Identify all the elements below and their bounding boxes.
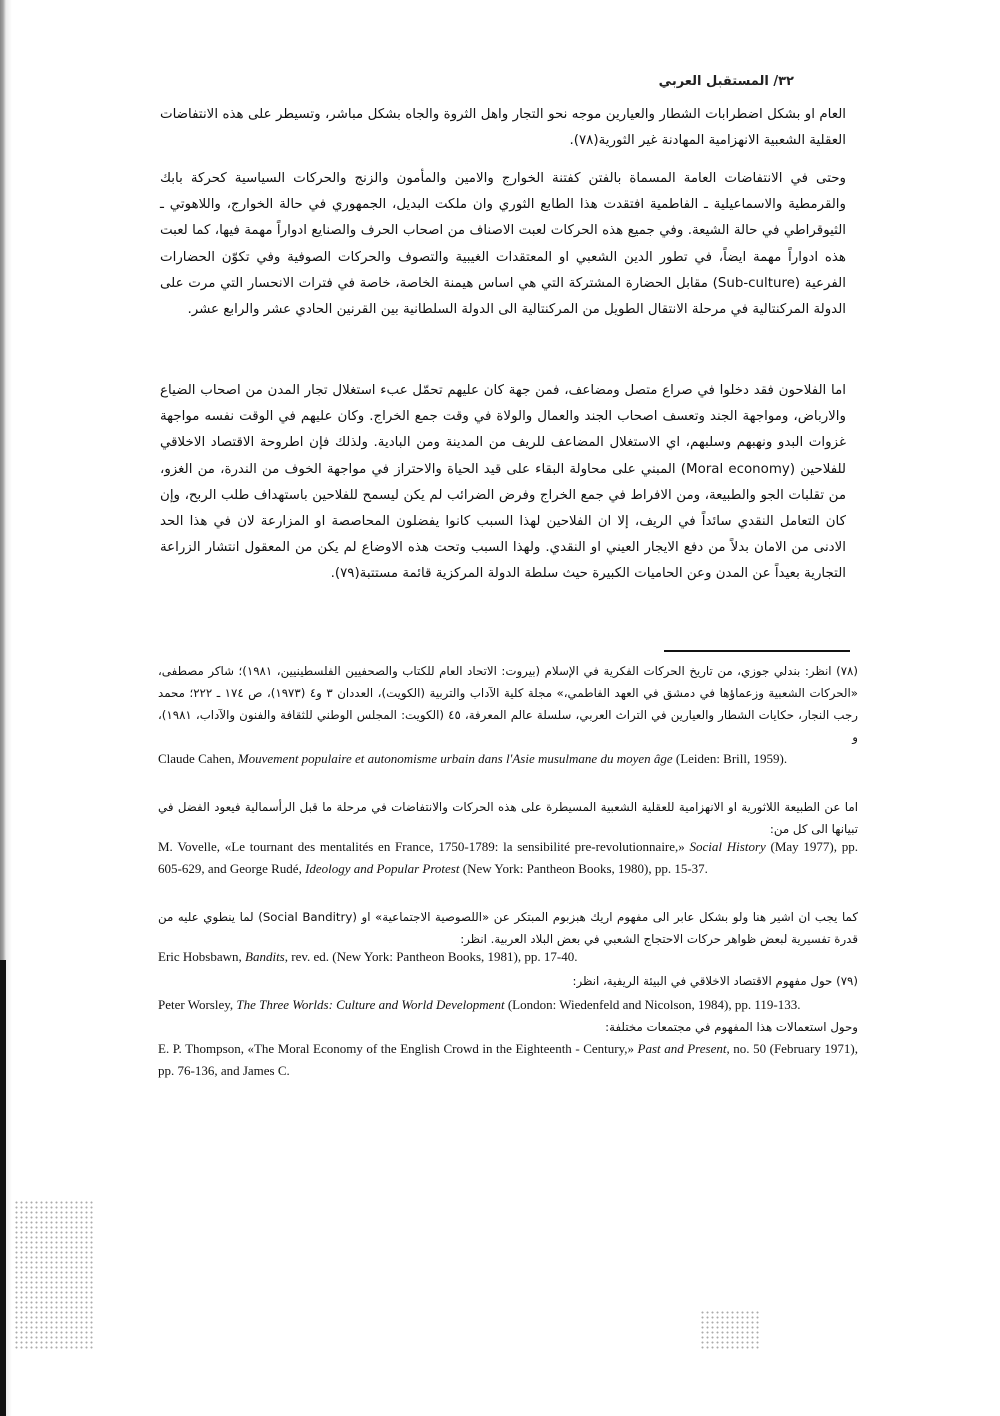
footnote-79-latin [158,994,858,1016]
footnote-publication: , no. 50 (February 1971), pp. 76-136, and James C. [158,1041,858,1078]
footnote-citation: (May 1977), pp. 605-629, and George Rudé, [158,839,858,876]
footnote-title: Mouvement populaire et autonomisme urbain dans l'Asie musulmane du moyen âge [237,751,673,766]
footnote-citation: M. Vovelle, «Le tournant des mentalités en France, 1750-1789: la sensibilité pre-revolutionnaire,» [158,839,690,854]
scan-binding-shadow [0,960,6,1416]
footnote-79 [158,970,858,992]
footnote-publication: (Leiden: Brill, 1959). [672,751,788,766]
footnote-title: Bandits [245,949,285,964]
footnote-78c [158,906,858,950]
running-header: ٣٢/ المستقبل العربي [658,74,794,89]
footnote-78-latin [158,748,858,770]
footnote-78c-arabic: كما يجب ان اشير هنا ولو بشكل عابر الى مفهوم اريك هبزبوم المبتكر عن «اللصوصية الاجتماعية» او (Social Banditry) لما ينطوي عليه من قدرة تفسيرية لبعض ظواهر حركات الاحتجاج الشعبي في بعض البلاد العربية. انظر: [158,910,858,946]
footnote-79-arabic: (٧٩) حول مفهوم الاقتصاد الاخلاقي في البيئة الريفية، انظر: [572,974,858,988]
footnote-publication: , rev. ed. (New York: Pantheon Books, 1981), pp. 17-40. [284,949,578,964]
paragraph-1-text: العام او بشكل اضطرابات الشطار والعيارين موجه نحو التجار واهل الثروة والجاه بشكل مباشر، وتسيطر على هذه الانتفاضات العقلية الشعبية الانهزامية المهادنة غير الثورية(٧٨). [160,107,846,149]
footnote-author: Peter Worsley, [158,997,237,1012]
footnote-title: The Three Worlds: Culture and World Development [236,997,505,1012]
footnote-79b-latin [158,1038,858,1082]
footnote-separator [664,650,850,652]
footnote-publication: (New York: Pantheon Books, 1980), pp. 15-37. [459,861,708,876]
footnote-79b-arabic: وحول استعمالات هذا المفهوم في مجتمعات مختلفة: [605,1020,858,1034]
footnote-title: Ideology and Popular Protest [305,861,460,876]
footnote-78b-arabic: اما عن الطبيعة اللاثورية او الانهزامية للعقلية الشعبية المسيطرة على هذه الحركات والانتفاضات في مرحلة ما قبل الرأسمالية فيعود الفضل في تبيانها الى كل من: [158,800,858,836]
footnote-78-arabic: (٧٨) انظر: بندلي جوزي، من تاريخ الحركات الفكرية في الإسلام (بيروت: الاتحاد العام للكتاب والصحفيين الفلسطينيين، ١٩٨١)؛ شاكر مصطفى، «الحركات الشعبية وزعماؤها في دمشق في العهد الفاطمي،» مجلة كلية الآداب والتربية (الكويت)، العددان ٣ و٤ (١٩٧٣)، ص ١٧٤ ـ ٢٢٢؛ محمد رجب النجار، حكايات الشطار والعيارين في التراث العربي، سلسلة عالم المعرفة، ٤٥ (الكويت: المجلس الوطني للثقافة والفنون والآداب، ١٩٨١)، و [158,664,858,744]
paragraph-2 [160,166,846,323]
footnote-publication: (London: Wiedenfeld and Nicolson, 1984), pp. 119-133. [504,997,801,1012]
footnote-78b-latin [158,836,858,880]
paragraph-2-text: وحتى في الانتفاضات العامة المسماة بالفتن كفتنة الخوارج والامين والمأمون والزنج والحركات السياسية كحركة بابك والقرمطية والاسماعيلية ـ الفاطمية افتقدت هذا الطابع الثوري وان ملكت البديل، الجمهوري في حالة الخوارج، واللاهوتي ـ الثيوقراطي في حالة الشيعة. وفي جميع هذه الحركات لعبت الاصناف من اصحاب الحرف والصنايع ادواراً مهمة فيها، كما لعبت هذه ادواراً مهمة ايضاً، في تطور الدين الشعبي او المعتقدات الغيبية والتصوف والحركات الصوفية وفي تكوّن الحضارات الفرعية (Sub-culture) مقابل الحضارة المشتركة التي هي اساس هيمنة الخاصة، خاصة في فترات الانحسار التي مرت على الدولة المركنتالية في مرحلة الانتقال الطويل من المركنتالية الى الدولة السلطانية بين القرنين الحادي عشر والرابع عشر. [160,171,846,318]
paragraph-3 [160,378,846,588]
footnote-78c-latin [158,946,858,968]
scan-noise [14,1200,94,1350]
paragraph-3-text: اما الفلاحون فقد دخلوا في صراع متصل ومضاعف، فمن جهة كان عليهم تحمّل عبء استغلال تجار المدن من اصحاب الضياع والارباض، ومواجهة الجند وتعسف اصحاب الجند والعمال والولاة في وقت جمع الخراج. وكان عليهم في الوقت نفسه مواجهة غزوات البدو ونهبهم وسلبهم، اي الاستغلال المضاعف للريف من المدينة ومن البادية. ولذلك فإن اطروحة الاقتصاد الاخلاقي للفلاحين (Moral economy) المبني على محاولة البقاء على قيد الحياة والاحتراز في مواجهة الخوف من الندرة، من الغزو، من تقلبات الجو والطبيعة، ومن الافراط في جمع الخراج وفرض الضرائب لم يكن ليسمح للفلاحين باستهداف طلب الربح، وإن كان التعامل النقدي سائداً في الريف، إلا ان الفلاحين لهذا السبب كانوا يفضلون المحاصصة او المزارعة لان في هذا الحد الادنى من الامان بدلاً من دفع الايجار العيني او النقدي. ولهذا السبب وتحت هذه الاوضاع لم يكن من المعقول انتشار الزراعة التجارية بعيداً عن المدن وعن الحاميات الكبيرة حيث سلطة الدولة المركزية قائمة مستتبة(٧٩). [160,383,846,582]
footnote-78b [158,796,858,840]
footnote-author: Claude Cahen, [158,751,238,766]
scan-noise [700,1310,760,1350]
footnote-journal: Past and Present [637,1041,727,1056]
footnote-author: Eric Hobsbawn, [158,949,246,964]
paragraph-1 [160,102,846,154]
footnote-citation: E. P. Thompson, «The Moral Economy of the English Crowd in the Eighteenth - Century,» [158,1041,638,1056]
footnote-79b [158,1016,858,1038]
footnote-78 [158,660,858,748]
footnote-journal: Social History [689,839,766,854]
